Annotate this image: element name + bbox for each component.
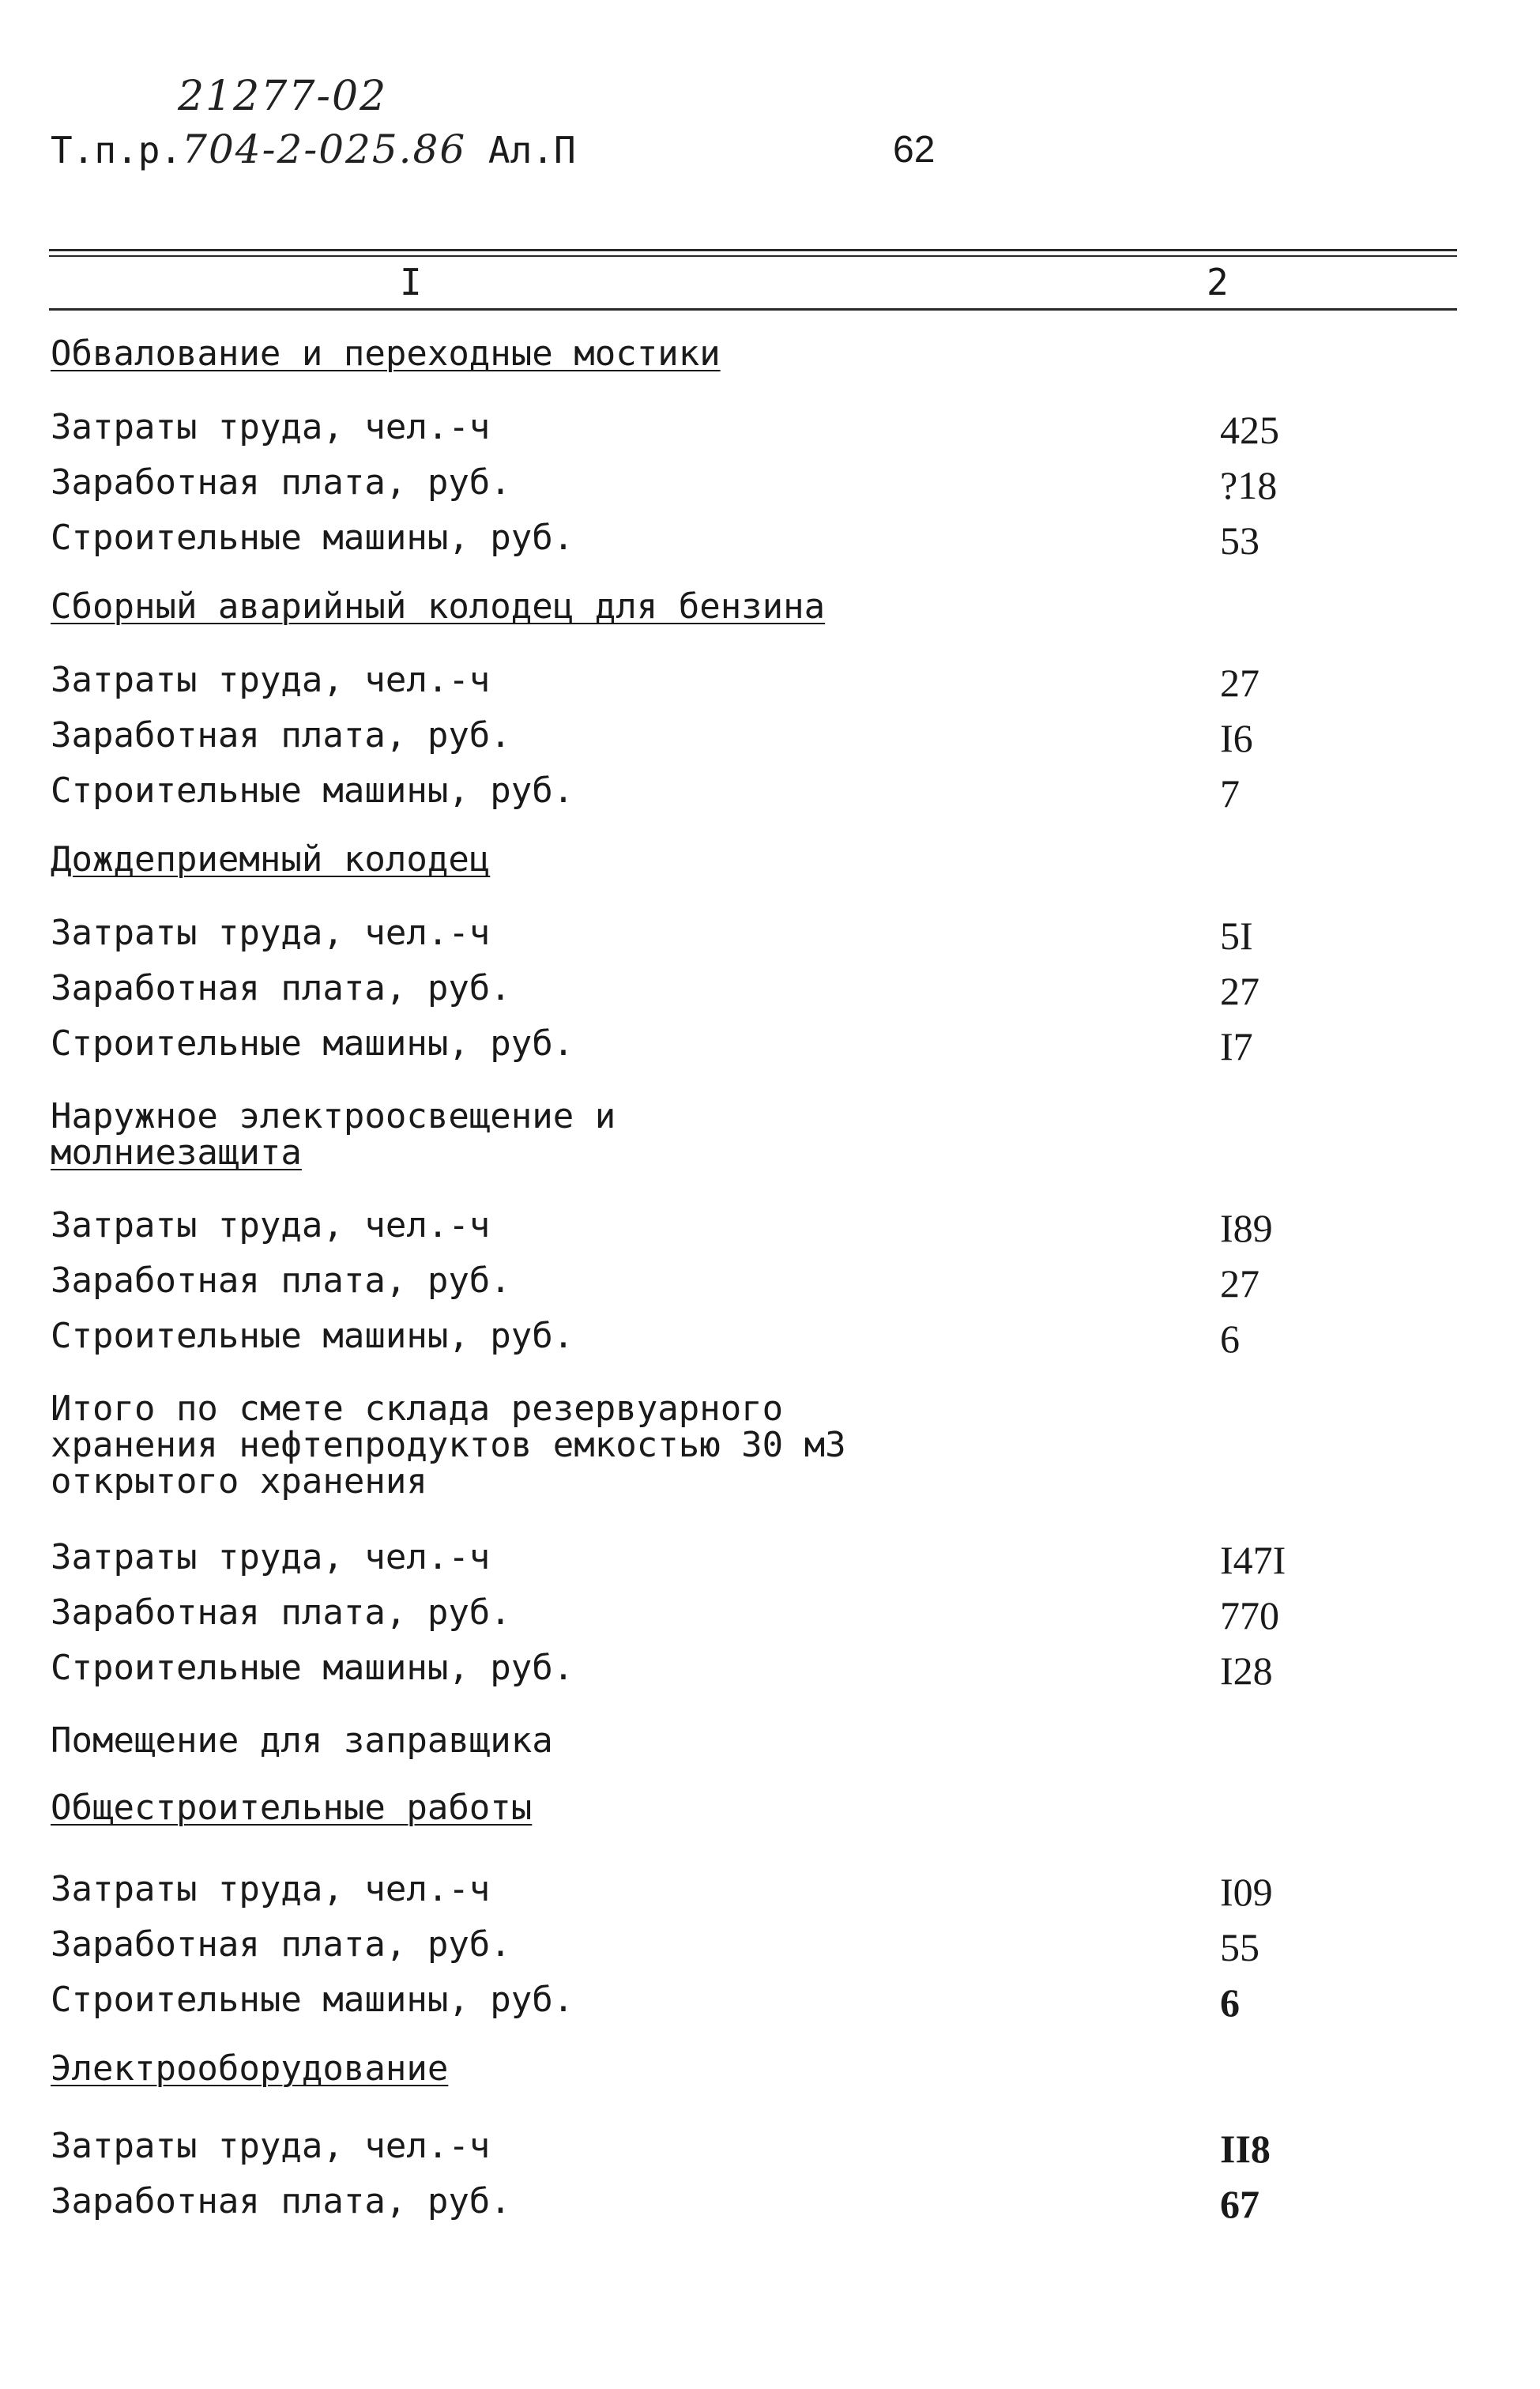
row-label: Заработная плата, руб. xyxy=(51,2181,511,2221)
row-value: 5I xyxy=(1220,914,1253,958)
row-value: 770 xyxy=(1220,1593,1279,1637)
table-top-rule-secondary xyxy=(49,255,1457,257)
section-title-line: открытого хранения xyxy=(51,1461,427,1502)
row-value: I28 xyxy=(1220,1649,1273,1693)
table-row xyxy=(51,968,1394,1016)
table-row xyxy=(51,771,1394,818)
row-label: Строительные машины, руб. xyxy=(51,518,574,558)
table-row xyxy=(51,1023,1394,1071)
table-row xyxy=(51,2181,1394,2229)
row-value: 55 xyxy=(1220,1925,1259,1969)
header-prefix: Т.п.р. xyxy=(51,129,183,171)
row-label: Затраты труда, чел.-ч xyxy=(51,1205,491,1245)
section-title: Дождеприемный колодец xyxy=(51,839,491,880)
row-label: Заработная плата, руб. xyxy=(51,715,511,756)
row-label: Строительные машины, руб. xyxy=(51,1316,574,1356)
row-label: Заработная плата, руб. xyxy=(51,968,511,1008)
row-label: Строительные машины, руб. xyxy=(51,771,574,811)
column-header-2: 2 xyxy=(1207,261,1229,303)
section-title-line: молниезащита xyxy=(51,1132,302,1173)
table-row xyxy=(51,1260,1394,1308)
section-title-line: хранения нефтепродуктов емкостью 30 м3 xyxy=(51,1425,846,1465)
section-title: Общестроительные работы xyxy=(51,1788,533,1828)
album-label: Ал.П xyxy=(488,129,576,171)
row-label: Заработная плата, руб. xyxy=(51,1924,511,1965)
row-label: Заработная плата, руб. xyxy=(51,1260,511,1301)
row-label: Затраты труда, чел.-ч xyxy=(51,660,491,700)
document-header xyxy=(51,126,576,172)
section-title-line: Итого по смете склада резервуарного xyxy=(51,1389,784,1429)
column-header-rule xyxy=(49,308,1457,311)
table-row xyxy=(51,1537,1394,1585)
row-label: Затраты труда, чел.-ч xyxy=(51,913,491,953)
row-value: 7 xyxy=(1220,771,1240,816)
row-value: I09 xyxy=(1220,1870,1273,1914)
row-value: II8 xyxy=(1220,2127,1271,2171)
table-row xyxy=(51,1980,1394,2027)
row-value: I7 xyxy=(1220,1024,1253,1068)
row-value: I6 xyxy=(1220,716,1253,760)
row-value: I47I xyxy=(1220,1538,1286,1582)
table-row xyxy=(51,715,1394,763)
table-row xyxy=(51,913,1394,960)
section-title-line: Наружное электроосвещение и xyxy=(51,1096,616,1136)
project-number: 704-2-025.86 xyxy=(182,126,467,172)
row-value: 27 xyxy=(1220,969,1259,1013)
table-row xyxy=(51,1316,1394,1363)
table-row xyxy=(51,518,1394,565)
table-row xyxy=(51,1648,1394,1695)
row-label: Затраты труда, чел.-ч xyxy=(51,1537,491,1577)
table-row xyxy=(51,1869,1394,1916)
row-value: ?18 xyxy=(1220,463,1278,507)
section-title: Обвалование и переходные мостики xyxy=(51,333,721,374)
table-row xyxy=(51,1205,1394,1253)
row-label: Строительные машины, руб. xyxy=(51,1648,574,1688)
table-top-rule xyxy=(49,249,1457,251)
row-value: 6 xyxy=(1220,1980,1240,2025)
row-label: Строительные машины, руб. xyxy=(51,1023,574,1064)
section-title: Сборный аварийный колодец для бензина xyxy=(51,586,826,627)
row-label: Затраты труда, чел.-ч xyxy=(51,407,491,447)
row-value: 27 xyxy=(1220,661,1259,705)
table-row xyxy=(51,462,1394,510)
table-row xyxy=(51,660,1394,707)
row-value: 425 xyxy=(1220,408,1279,452)
row-label: Заработная плата, руб. xyxy=(51,462,511,503)
row-label: Затраты труда, чел.-ч xyxy=(51,1869,491,1909)
row-label: Строительные машины, руб. xyxy=(51,1980,574,2020)
row-value: 6 xyxy=(1220,1317,1240,1361)
row-value: 27 xyxy=(1220,1261,1259,1306)
row-value: 53 xyxy=(1220,518,1259,563)
row-label: Затраты труда, чел.-ч xyxy=(51,2126,491,2166)
table-row xyxy=(51,1924,1394,1972)
table-row xyxy=(51,407,1394,454)
section-title: Помещение для заправщика xyxy=(51,1720,553,1761)
section-title: Электрооборудование xyxy=(51,2048,449,2089)
handwritten-code: 21277-02 xyxy=(178,73,388,120)
row-value: 67 xyxy=(1220,2182,1259,2226)
page-number: 62 xyxy=(893,129,936,171)
column-header-1: I xyxy=(400,261,422,303)
section-title xyxy=(51,1391,846,1500)
row-value: I89 xyxy=(1220,1206,1273,1250)
table-row xyxy=(51,2126,1394,2173)
row-label: Заработная плата, руб. xyxy=(51,1592,511,1633)
table-row xyxy=(51,1592,1394,1640)
section-title xyxy=(51,1098,616,1171)
